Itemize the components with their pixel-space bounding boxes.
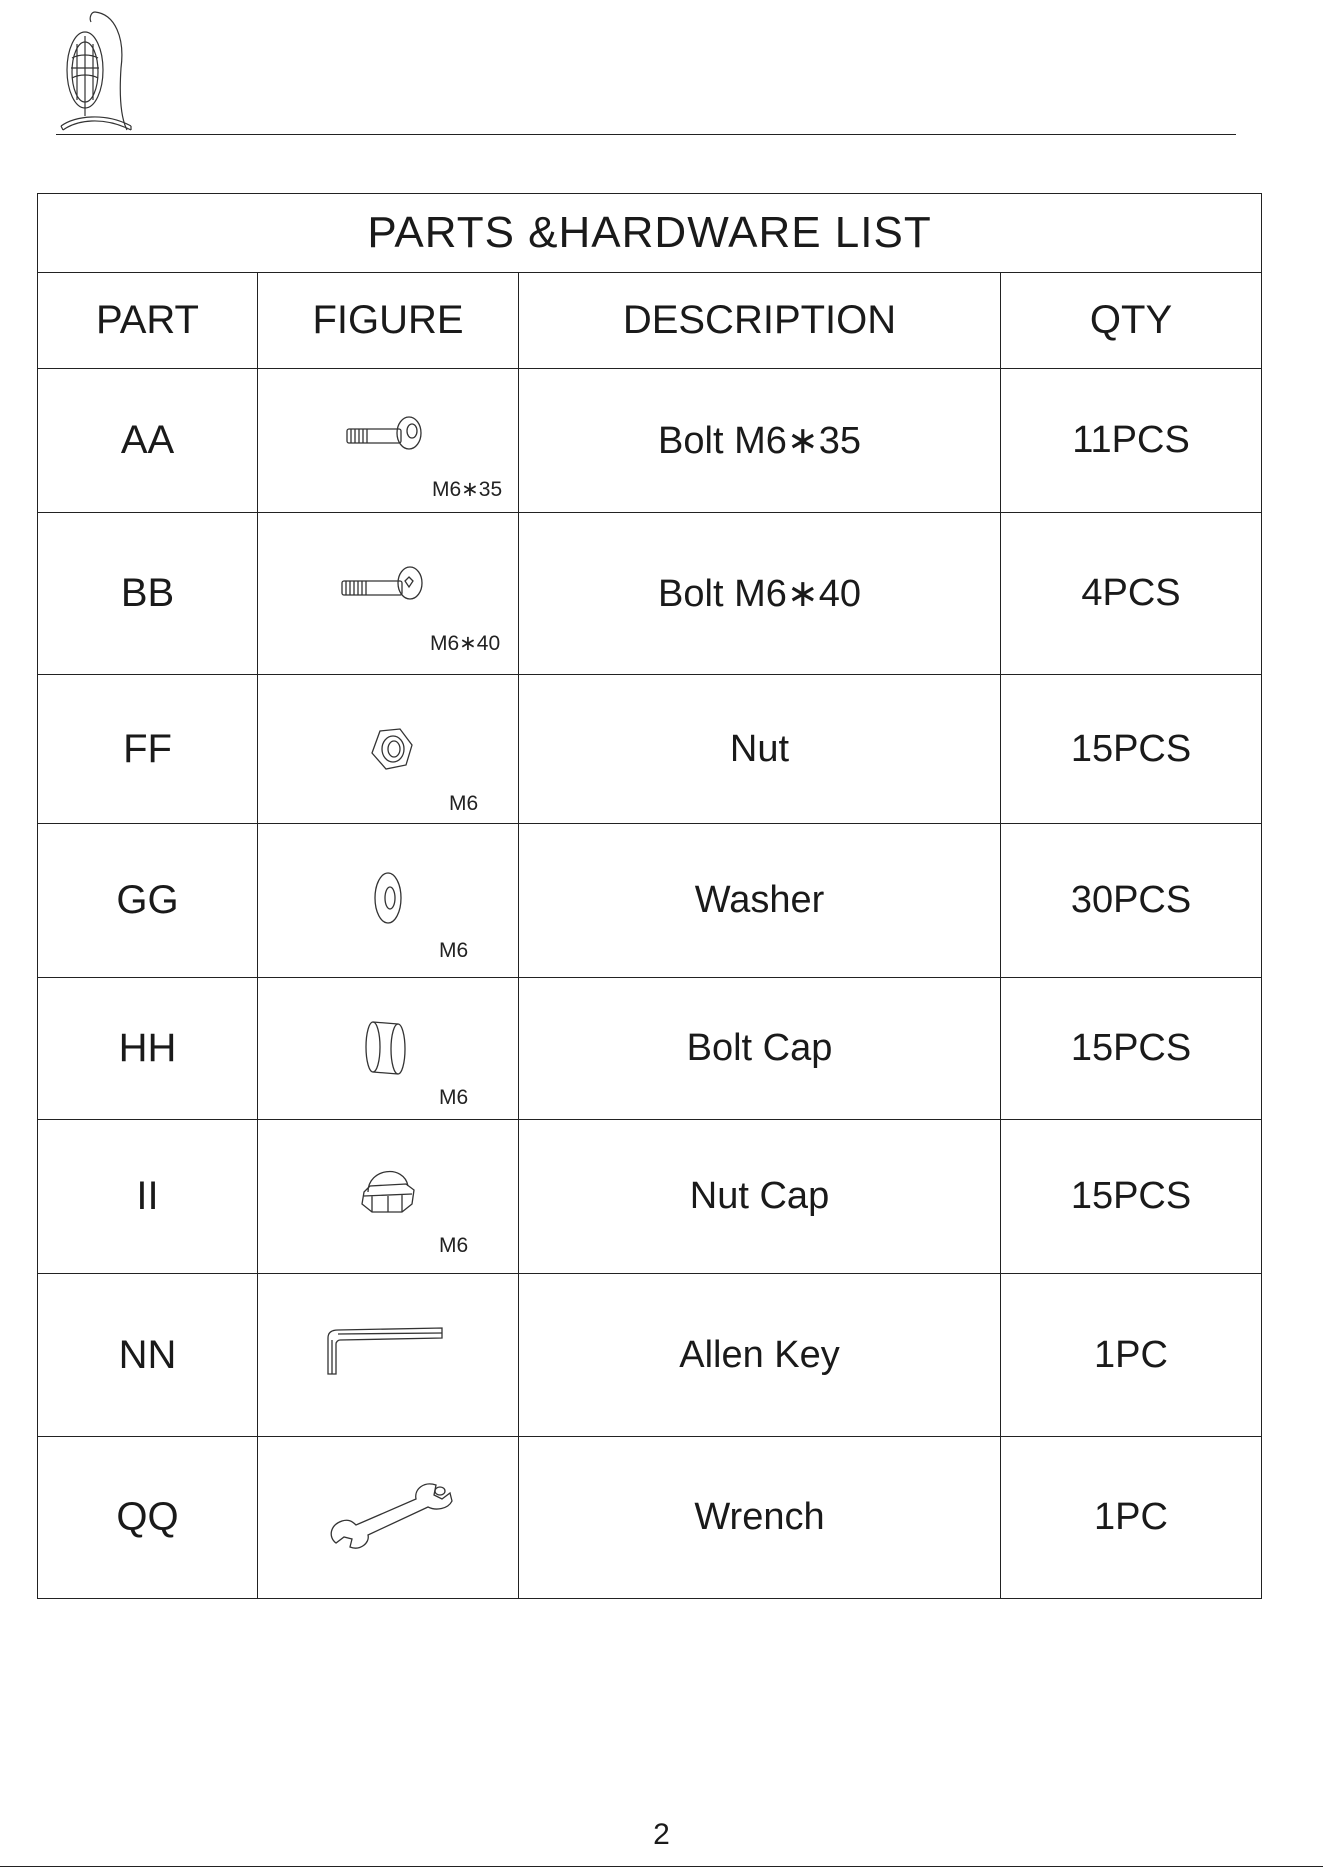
part-description: Bolt Cap: [519, 978, 1001, 1120]
figure-size-label: M6∗35: [432, 478, 503, 501]
nut-icon: [366, 725, 416, 775]
table-row: [38, 1274, 1262, 1437]
table-row: [38, 675, 1262, 824]
table-header-row: [38, 273, 1262, 369]
table-row: [38, 824, 1262, 978]
header-part: PART: [38, 273, 258, 369]
table-row: [38, 369, 1262, 513]
header-rule: [56, 134, 1236, 135]
table-row: [38, 1437, 1262, 1599]
figure-cell: [258, 675, 519, 824]
figure-cell: [258, 513, 519, 675]
part-description: Wrench: [519, 1437, 1001, 1599]
table-row: [38, 513, 1262, 675]
nut-cap-icon: [358, 1158, 418, 1220]
part-code: QQ: [38, 1437, 258, 1599]
part-code: AA: [38, 369, 258, 513]
part-code: GG: [38, 824, 258, 978]
part-quantity: 4PCS: [1001, 513, 1262, 675]
figure-cell: [258, 1437, 519, 1599]
figure-size-label: M6: [439, 1086, 469, 1109]
part-description: Nut: [519, 675, 1001, 824]
part-code: FF: [38, 675, 258, 824]
allen-key-icon: [324, 1326, 454, 1378]
bolt-cap-icon: [362, 1018, 412, 1078]
figure-cell: [258, 1120, 519, 1274]
bolt-icon: [338, 563, 433, 607]
table-row: [38, 978, 1262, 1120]
header-qty: QTY: [1001, 273, 1262, 369]
figure-size-label: M6∗40: [430, 632, 501, 655]
part-quantity: 15PCS: [1001, 675, 1262, 824]
part-code: BB: [38, 513, 258, 675]
table-row: [38, 1120, 1262, 1274]
part-quantity: 11PCS: [1001, 369, 1262, 513]
washer-icon: [370, 868, 406, 928]
part-quantity: 15PCS: [1001, 1120, 1262, 1274]
parts-hardware-table: [37, 193, 1262, 1599]
part-description: Bolt M6∗35: [519, 369, 1001, 513]
figure-cell: [258, 1274, 519, 1437]
part-code: NN: [38, 1274, 258, 1437]
table-title-row: [38, 194, 1262, 273]
figure-cell: [258, 369, 519, 513]
header-description: DESCRIPTION: [519, 273, 1001, 369]
part-description: Bolt M6∗40: [519, 513, 1001, 675]
bottom-rule: [0, 1866, 1323, 1867]
hanging-egg-chair-icon: [55, 8, 135, 136]
figure-cell: [258, 824, 519, 978]
figure-size-label: M6: [439, 1234, 469, 1257]
part-description: Nut Cap: [519, 1120, 1001, 1274]
figure-size-label: M6: [439, 939, 469, 962]
part-quantity: 1PC: [1001, 1437, 1262, 1599]
part-description: Allen Key: [519, 1274, 1001, 1437]
part-description: Washer: [519, 824, 1001, 978]
part-quantity: 1PC: [1001, 1274, 1262, 1437]
figure-cell: [258, 978, 519, 1120]
wrench-icon: [324, 1477, 464, 1553]
figure-size-label: M6: [449, 792, 479, 815]
part-code: II: [38, 1120, 258, 1274]
page-number: 2: [653, 1818, 670, 1851]
header-figure: FIGURE: [258, 273, 519, 369]
part-quantity: 30PCS: [1001, 824, 1262, 978]
bolt-icon: [343, 413, 433, 457]
part-quantity: 15PCS: [1001, 978, 1262, 1120]
table-title: PARTS &HARDWARE LIST: [38, 194, 1262, 273]
part-code: HH: [38, 978, 258, 1120]
